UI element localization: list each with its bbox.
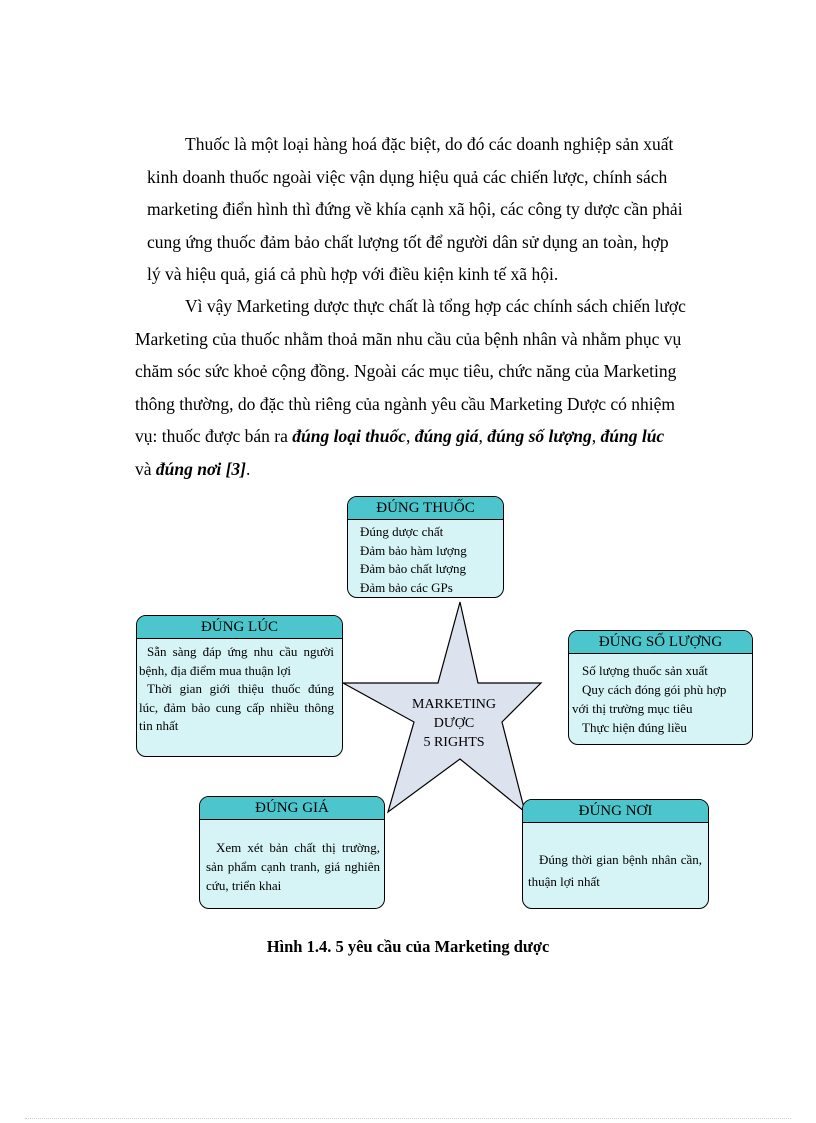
- emphasis-right-price: đúng giá: [414, 426, 479, 446]
- box-item: Đúng dược chất: [360, 524, 444, 539]
- box-title: ĐÚNG LÚC: [137, 616, 342, 639]
- box-right-place: [522, 799, 709, 909]
- text-run: và: [135, 458, 156, 479]
- box-title: ĐÚNG SỐ LƯỢNG: [569, 631, 752, 654]
- text-line: lý và hiệu quả, giá cả phù hợp với điều kiện kinh tế xã hội.: [147, 264, 559, 284]
- text-line: chăm sóc sức khoẻ cộng đồng. Ngoài các mục tiêu, chức năng của Marketing: [135, 361, 677, 381]
- box-right-drug: [347, 496, 504, 598]
- text-line: Thuốc là một loại hàng hoá đặc biệt, do đó các doanh nghiệp sản xuất: [185, 134, 674, 154]
- box-item: Đảm bảo hàm lượng: [360, 542, 467, 558]
- box-item: Thời gian giới thiệu thuốc đúng lúc, đảm bảo cung cấp nhiều thông tin nhất: [139, 681, 334, 733]
- box-title: ĐÚNG NƠI: [523, 800, 708, 823]
- star-label-line-3: 5 RIGHTS: [423, 735, 485, 750]
- box-item: Thực hiện đúng liều: [582, 720, 687, 735]
- emphasis-right-quantity: đúng số lượng: [487, 426, 592, 446]
- separator: ,: [406, 426, 415, 446]
- box-item: Sẵn sàng đáp ứng nhu cầu người bệnh, địa điểm mua thuận lợi: [139, 644, 334, 678]
- figure-caption: Hình 1.4. 5 yêu cầu của Marketing dược: [266, 937, 550, 956]
- emphasis-right-drug: đúng loại thuốc: [292, 426, 407, 446]
- star-label-line-1: MARKETING: [412, 697, 496, 712]
- box-item: Xem xét bản chất thị trường, sản phẩm cạnh tranh, giá nghiên cứu, triển khai: [206, 840, 380, 893]
- box-item: Đúng thời gian bệnh nhân cần, thuận lợi nhất: [528, 852, 702, 889]
- text-run: .: [246, 458, 251, 479]
- box-right-price: [199, 796, 385, 909]
- text-line: marketing điển hình thì đứng về khía cạnh xã hội, các công ty dược cần phải: [147, 199, 683, 219]
- separator: ,: [478, 426, 488, 446]
- box-item: Đảm bảo chất lượng: [360, 561, 466, 576]
- text-line: Marketing của thuốc nhằm thoả mãn nhu cầu của bệnh nhân và nhằm phục vụ: [135, 328, 682, 349]
- box-item: Đảm bảo các GPs: [360, 579, 453, 595]
- text-line: cung ứng thuốc đảm bảo chất lượng tốt để người dân sử dụng an toàn, hợp: [147, 231, 669, 252]
- text-line: Vì vậy Marketing dược thực chất là tổng hợp các chính sách chiến lược: [185, 296, 686, 316]
- box-item: Số lượng thuốc sản xuất: [582, 663, 708, 678]
- text-line: kinh doanh thuốc ngoài việc vận dụng hiệu quả các chiến lược, chính sách: [147, 166, 668, 187]
- emphasis-right-time: đúng lúc: [600, 426, 665, 446]
- page-divider: [25, 1118, 791, 1119]
- box-right-time: [136, 615, 343, 757]
- separator: ,: [591, 426, 601, 446]
- text-run: vụ: thuốc được bán ra: [135, 426, 293, 446]
- box-item: Quy cách đóng gói phù hợp với thị trường mục tiêu: [572, 682, 727, 716]
- box-right-quantity: [568, 630, 753, 745]
- star-label-line-2: DƯỢC: [433, 716, 475, 731]
- box-title: ĐÚNG THUỐC: [348, 497, 503, 520]
- box-title: ĐÚNG GIÁ: [200, 797, 384, 820]
- emphasis-right-place: đúng nơi [3]: [155, 458, 247, 479]
- text-line: thông thường, do đặc thù riêng của ngành yêu cầu Marketing Dược có nhiệm: [135, 393, 675, 414]
